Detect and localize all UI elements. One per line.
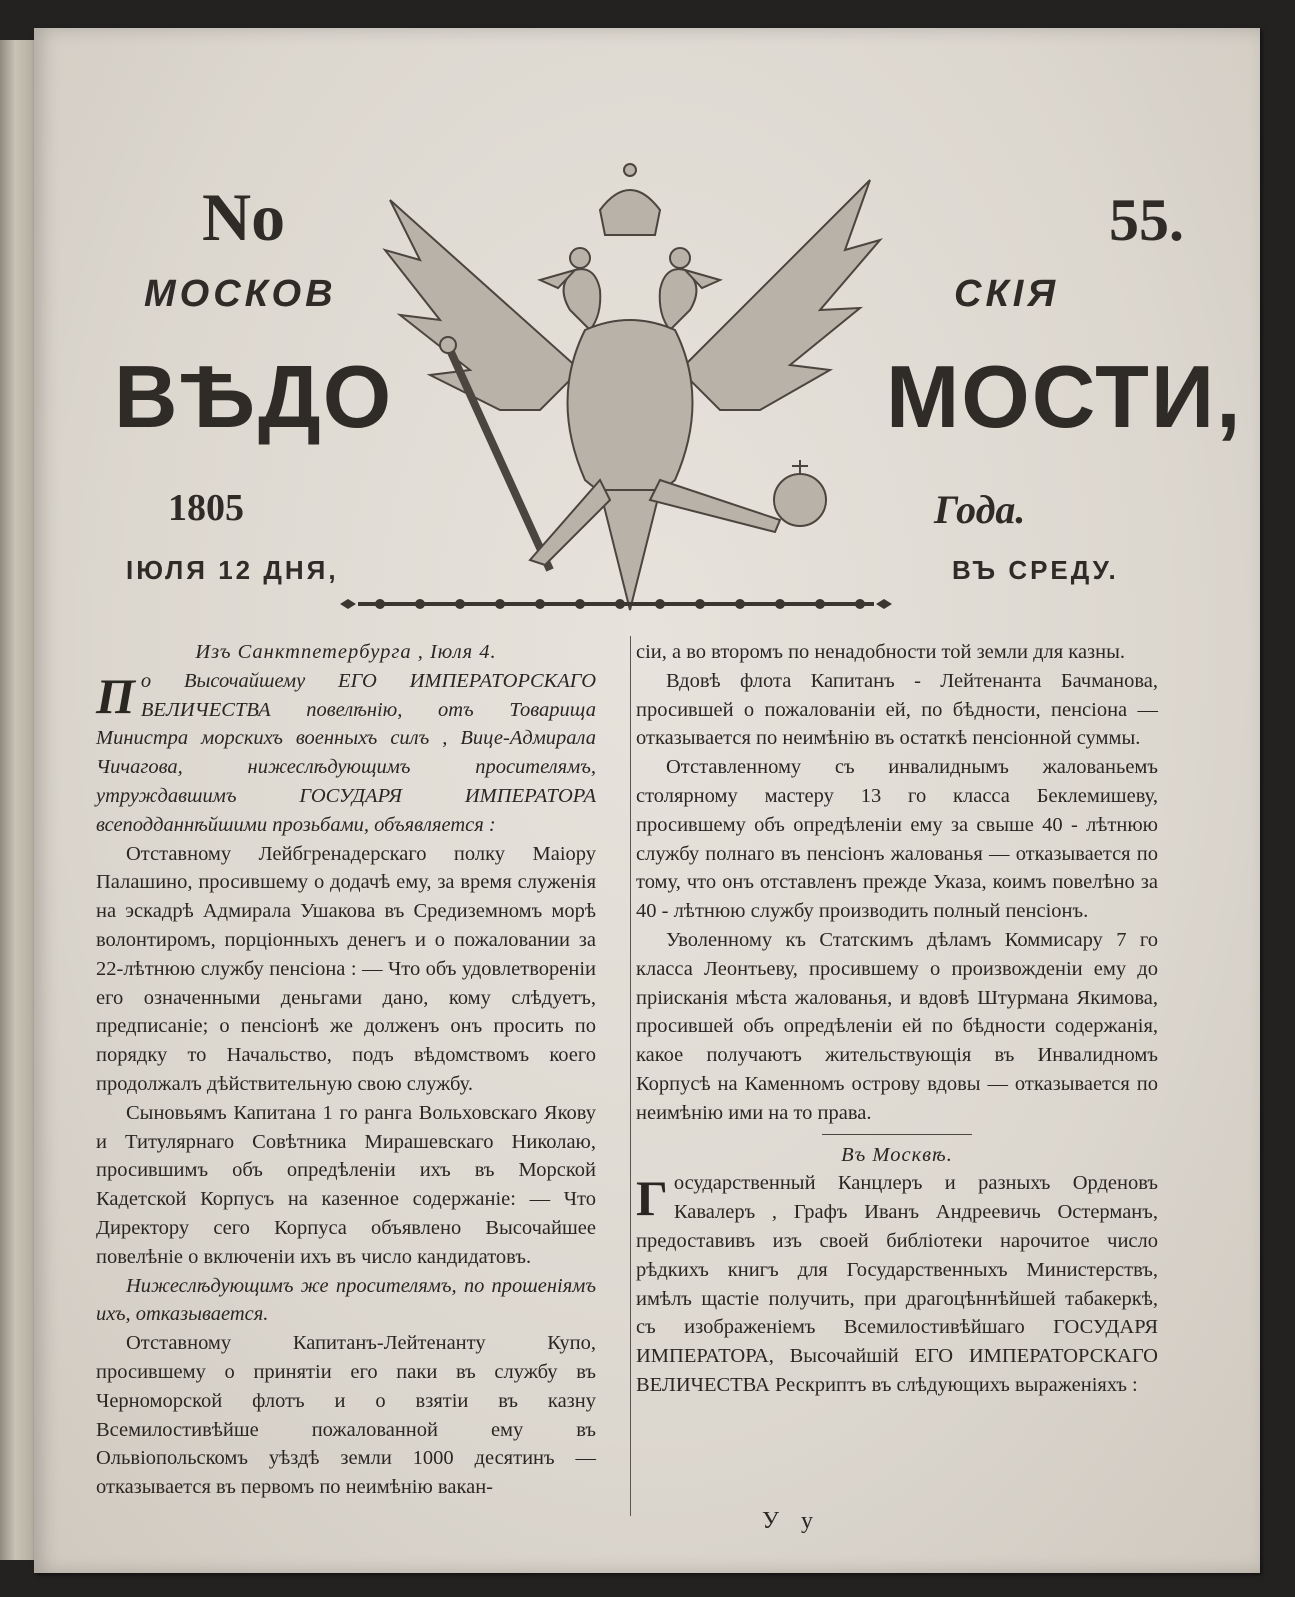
left-column	[96, 638, 596, 1502]
facing-page-edge	[0, 40, 36, 1560]
right-column	[636, 638, 1158, 1400]
issue-date: ІЮЛЯ 12 ДНЯ,	[126, 555, 339, 585]
article-paragraph: Уволенному къ Статскимъ дѣламъ Коммисару 7 го класса Леонтьеву, просившему о произвожденіи ему до пріисканія мѣста жалованья, и вдовѣ Штурмана Якимова, просившей объ опредѣленіи ей по бѣдности содержанія, какое получаютъ жительствующія въ Инвалидномъ Корпусѣ на Каменномъ острову вдовы — отказывается по неимѣнію ими на то права.	[636, 928, 1158, 1124]
article-text: осударственный Канцлеръ и разныхъ Орденовъ Кавалеръ , Графъ Иванъ Андреевичь Остерманъ, предоставивъ изъ своей библіотеки нарочитое число рѣдкихъ книгъ для Государственныхъ Министерствъ, имѣлъ щастіе получить, при драгоцѣннѣйшей табакеркѣ, съ изображеніемъ Всемилостивѣйшаго ГОСУДАРЯ ИМПЕРАТОРА, Высочайшій ЕГО ИМПЕРАТОРСКАГО ВЕЛИЧЕСТВА Рескриптъ въ слѣдующихъ выраженіяхъ :	[636, 1172, 1158, 1396]
catchword: У у	[762, 1508, 821, 1534]
drop-cap: П	[96, 667, 135, 724]
title-part-moskov: МОСКОВ	[144, 273, 337, 315]
article-paragraph: Вдовѣ флота Капитанъ - Лейтенанта Бачманова, просившей о пожалованіи ей, по бѣдности, пенсіона — отказывается по неимѣнію въ остаткѣ пенсіонной суммы.	[636, 669, 1158, 750]
column-divider	[630, 636, 631, 1516]
intro-paragraph	[96, 667, 596, 840]
article-paragraph: Отставному Лейбгренадерскаго полку Маіору Палашино, просившему о додачѣ ему, за время служенія на эскадрѣ Адмирала Ушакова въ Средиземномъ морѣ волонтиромъ, порціонныхъ денегъ и о пожаловании за 22-лѣтнюю службу пенсіона : — Что объ удовлетвореніи его означенными деньгами дано, кому слѣдуетъ, предписаніе; о пенсіонѣ же долженъ онъ просить по порядку то Начальство, подъ вѣдомствомъ коего продолжалъ дѣйствительную свою службу.	[96, 842, 596, 1095]
double-headed-eagle-icon	[330, 140, 930, 620]
article-paragraph: Отставному Капитанъ-Лейтенанту Купо, просившему о принятіи его паки въ службу въ Черноморской флотъ и о взятіи въ казну Всемилостивѣйше пожалованной ему въ Ольвіопольскомъ уѣздѣ земли 1000 десятинъ — отказывается въ первомъ по неимѣнію вакан-	[96, 1332, 596, 1499]
issue-year: 1805	[168, 487, 244, 529]
decorative-rule	[340, 594, 892, 614]
title-part-skiya: СКІЯ	[954, 273, 1060, 315]
article-paragraph: Нижеслѣдующимъ же просителямъ, по прошеніямъ ихъ, отказывается.	[96, 1274, 596, 1326]
dateline: Изъ Санктпетербурга , Іюля 4.	[195, 641, 497, 663]
section-rule	[822, 1134, 972, 1135]
section-heading: Въ Москвѣ.	[841, 1143, 953, 1166]
goda-label: Года.	[934, 487, 1026, 532]
intro-text: о Высочайшему ЕГО ИМПЕРАТОРСКАГО ВЕЛИЧЕСТВА повелѣнію, отъ Товарища Министра морскихъ военныхъ силъ , Вице-Адмирала Чичагова, нижеслѣдующимъ просителямъ, утруждавшимъ ГОСУДАРЯ ИМПЕРАТОРА всеподданнѣйшими прозьбами, объявляется :	[96, 669, 596, 836]
title-part-mosti: МОСТИ,	[886, 347, 1243, 446]
newspaper-page	[34, 28, 1260, 1573]
issue-weekday: ВЪ СРЕДУ.	[952, 555, 1119, 585]
article-paragraph	[636, 1169, 1158, 1399]
title-part-vedo: ВѢДО	[114, 347, 394, 446]
article-paragraph: Сыновьямъ Капитана 1 го ранга Вольховскаго Якову и Титулярнаго Совѣтника Мирашевскаго Николаю, просившимъ объ опредѣленіи ихъ въ Морской Кадетской Корпусъ на казенное содержаніе: — Что Директору сего Корпуса объявлено Высочайшее повелѣніе о включеніи ихъ въ число кандидатовъ.	[96, 1101, 596, 1268]
article-paragraph: Отставленному съ инвалиднымъ жалованьемъ столярному мастеру 13 го класса Беклемишеву, просившему объ опредѣленіи ему за свыше 40 - лѣтнюю службу полнаго въ пенсіонъ жалованья — отказывается по тому, что онъ отставленъ прежде Указа, коимъ повелѣно за 40 - лѣтнюю службу производить полный пенсіонъ.	[636, 756, 1158, 923]
article-paragraph: сіи, а во второмъ по ненадобности той земли для казны.	[636, 641, 1126, 663]
drop-cap: Г	[636, 1170, 668, 1227]
issue-no-label: No	[202, 179, 286, 255]
issue-number: 55.	[1109, 187, 1184, 253]
